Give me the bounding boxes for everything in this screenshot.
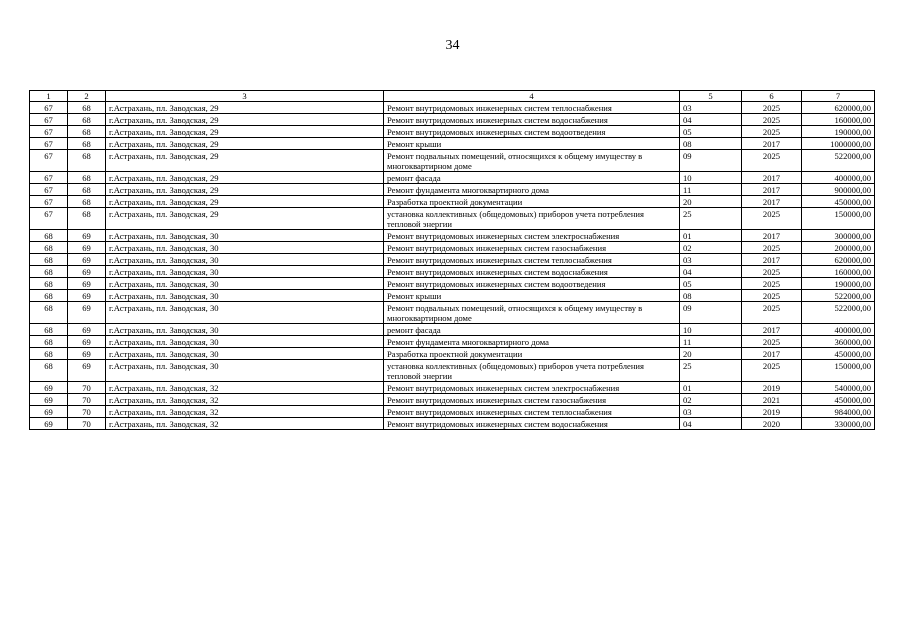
table-row [30, 114, 875, 126]
row-number-cell: 68 [30, 336, 68, 348]
row-number-cell: 68 [30, 324, 68, 336]
table-row [30, 302, 875, 324]
repair-schedule-table [29, 90, 875, 430]
address-cell: г.Астрахань, пл. Заводская, 29 [106, 196, 384, 208]
row-number-cell: 67 [30, 172, 68, 184]
amount-cell: 160000,00 [802, 266, 875, 278]
amount-cell: 150000,00 [802, 360, 875, 382]
year-cell: 2019 [742, 382, 802, 394]
year-cell: 2025 [742, 278, 802, 290]
table-row [30, 126, 875, 138]
column-header: 7 [802, 91, 875, 102]
column-header: 6 [742, 91, 802, 102]
address-cell: г.Астрахань, пл. Заводская, 29 [106, 114, 384, 126]
table-row [30, 418, 875, 430]
work-type-cell: Ремонт внутридомовых инженерных систем теплоснабжения [384, 406, 680, 418]
house-number-cell: 68 [68, 126, 106, 138]
work-type-cell: установка коллективных (общедомовых) приборов учета потребления тепловой энергии [384, 360, 680, 382]
address-cell: г.Астрахань, пл. Заводская, 30 [106, 360, 384, 382]
year-cell: 2025 [742, 336, 802, 348]
year-cell: 2017 [742, 348, 802, 360]
column-header: 3 [106, 91, 384, 102]
year-cell: 2025 [742, 208, 802, 230]
house-number-cell: 69 [68, 278, 106, 290]
work-type-cell: ремонт фасада [384, 172, 680, 184]
table-row [30, 360, 875, 382]
house-number-cell: 69 [68, 266, 106, 278]
row-number-cell: 68 [30, 302, 68, 324]
work-code-cell: 08 [680, 290, 742, 302]
address-cell: г.Астрахань, пл. Заводская, 30 [106, 302, 384, 324]
work-code-cell: 02 [680, 394, 742, 406]
amount-cell: 1000000,00 [802, 138, 875, 150]
year-cell: 2019 [742, 406, 802, 418]
house-number-cell: 69 [68, 336, 106, 348]
address-cell: г.Астрахань, пл. Заводская, 30 [106, 242, 384, 254]
address-cell: г.Астрахань, пл. Заводская, 30 [106, 254, 384, 266]
amount-cell: 330000,00 [802, 418, 875, 430]
work-type-cell: Ремонт внутридомовых инженерных систем электроснабжения [384, 382, 680, 394]
table-row [30, 348, 875, 360]
house-number-cell: 68 [68, 208, 106, 230]
address-cell: г.Астрахань, пл. Заводская, 29 [106, 126, 384, 138]
table-row [30, 324, 875, 336]
amount-cell: 900000,00 [802, 184, 875, 196]
address-cell: г.Астрахань, пл. Заводская, 29 [106, 102, 384, 114]
row-number-cell: 67 [30, 138, 68, 150]
year-cell: 2025 [742, 150, 802, 172]
year-cell: 2017 [742, 230, 802, 242]
amount-cell: 522000,00 [802, 150, 875, 172]
work-code-cell: 25 [680, 360, 742, 382]
house-number-cell: 68 [68, 196, 106, 208]
house-number-cell: 69 [68, 254, 106, 266]
address-cell: г.Астрахань, пл. Заводская, 29 [106, 208, 384, 230]
column-header: 1 [30, 91, 68, 102]
year-cell: 2025 [742, 114, 802, 126]
house-number-cell: 68 [68, 184, 106, 196]
row-number-cell: 69 [30, 418, 68, 430]
row-number-cell: 68 [30, 360, 68, 382]
amount-cell: 450000,00 [802, 394, 875, 406]
work-code-cell: 01 [680, 382, 742, 394]
work-type-cell: установка коллективных (общедомовых) приборов учета потребления тепловой энергии [384, 208, 680, 230]
amount-cell: 300000,00 [802, 230, 875, 242]
address-cell: г.Астрахань, пл. Заводская, 32 [106, 382, 384, 394]
address-cell: г.Астрахань, пл. Заводская, 29 [106, 172, 384, 184]
address-cell: г.Астрахань, пл. Заводская, 29 [106, 184, 384, 196]
house-number-cell: 70 [68, 406, 106, 418]
address-cell: г.Астрахань, пл. Заводская, 30 [106, 266, 384, 278]
year-cell: 2025 [742, 266, 802, 278]
work-type-cell: Ремонт внутридомовых инженерных систем водоснабжения [384, 418, 680, 430]
work-type-cell: Ремонт фундамента многоквартирного дома [384, 184, 680, 196]
work-code-cell: 03 [680, 254, 742, 266]
amount-cell: 522000,00 [802, 302, 875, 324]
table-row [30, 254, 875, 266]
row-number-cell: 68 [30, 230, 68, 242]
work-code-cell: 11 [680, 184, 742, 196]
work-type-cell: Ремонт крыши [384, 138, 680, 150]
address-cell: г.Астрахань, пл. Заводская, 32 [106, 406, 384, 418]
amount-cell: 160000,00 [802, 114, 875, 126]
amount-cell: 400000,00 [802, 172, 875, 184]
year-cell: 2017 [742, 138, 802, 150]
year-cell: 2017 [742, 172, 802, 184]
work-type-cell: Ремонт внутридомовых инженерных систем газоснабжения [384, 394, 680, 406]
row-number-cell: 67 [30, 184, 68, 196]
house-number-cell: 68 [68, 150, 106, 172]
house-number-cell: 68 [68, 102, 106, 114]
row-number-cell: 67 [30, 196, 68, 208]
house-number-cell: 69 [68, 230, 106, 242]
work-code-cell: 04 [680, 418, 742, 430]
row-number-cell: 68 [30, 348, 68, 360]
work-code-cell: 03 [680, 406, 742, 418]
work-type-cell: Ремонт внутридомовых инженерных систем газоснабжения [384, 242, 680, 254]
row-number-cell: 68 [30, 290, 68, 302]
work-code-cell: 20 [680, 348, 742, 360]
work-type-cell: Разработка проектной документации [384, 196, 680, 208]
amount-cell: 190000,00 [802, 126, 875, 138]
table-row [30, 336, 875, 348]
row-number-cell: 68 [30, 254, 68, 266]
row-number-cell: 67 [30, 126, 68, 138]
work-code-cell: 01 [680, 230, 742, 242]
house-number-cell: 69 [68, 242, 106, 254]
house-number-cell: 68 [68, 114, 106, 126]
amount-cell: 450000,00 [802, 196, 875, 208]
amount-cell: 620000,00 [802, 254, 875, 266]
address-cell: г.Астрахань, пл. Заводская, 30 [106, 348, 384, 360]
table-row [30, 242, 875, 254]
row-number-cell: 67 [30, 102, 68, 114]
amount-cell: 360000,00 [802, 336, 875, 348]
work-type-cell: ремонт фасада [384, 324, 680, 336]
row-number-cell: 69 [30, 394, 68, 406]
column-header: 2 [68, 91, 106, 102]
year-cell: 2021 [742, 394, 802, 406]
house-number-cell: 69 [68, 290, 106, 302]
work-code-cell: 02 [680, 242, 742, 254]
work-type-cell: Ремонт фундамента многоквартирного дома [384, 336, 680, 348]
work-type-cell: Ремонт крыши [384, 290, 680, 302]
work-type-cell: Разработка проектной документации [384, 348, 680, 360]
amount-cell: 400000,00 [802, 324, 875, 336]
work-code-cell: 09 [680, 150, 742, 172]
work-type-cell: Ремонт внутридомовых инженерных систем водоотведения [384, 278, 680, 290]
column-header: 5 [680, 91, 742, 102]
year-cell: 2017 [742, 196, 802, 208]
row-number-cell: 69 [30, 406, 68, 418]
amount-cell: 150000,00 [802, 208, 875, 230]
house-number-cell: 68 [68, 138, 106, 150]
address-cell: г.Астрахань, пл. Заводская, 30 [106, 336, 384, 348]
work-code-cell: 04 [680, 114, 742, 126]
row-number-cell: 68 [30, 242, 68, 254]
work-type-cell: Ремонт подвальных помещений, относящихся к общему имуществу в многоквартирном доме [384, 150, 680, 172]
work-code-cell: 03 [680, 102, 742, 114]
table-row [30, 138, 875, 150]
year-cell: 2020 [742, 418, 802, 430]
house-number-cell: 69 [68, 302, 106, 324]
work-code-cell: 08 [680, 138, 742, 150]
year-cell: 2025 [742, 242, 802, 254]
work-code-cell: 11 [680, 336, 742, 348]
house-number-cell: 70 [68, 418, 106, 430]
year-cell: 2025 [742, 126, 802, 138]
table-row [30, 196, 875, 208]
year-cell: 2025 [742, 290, 802, 302]
amount-cell: 190000,00 [802, 278, 875, 290]
house-number-cell: 69 [68, 360, 106, 382]
house-number-cell: 68 [68, 172, 106, 184]
work-code-cell: 09 [680, 302, 742, 324]
work-code-cell: 05 [680, 126, 742, 138]
table-row [30, 150, 875, 172]
work-code-cell: 05 [680, 278, 742, 290]
address-cell: г.Астрахань, пл. Заводская, 32 [106, 418, 384, 430]
work-type-cell: Ремонт внутридомовых инженерных систем теплоснабжения [384, 102, 680, 114]
column-header: 4 [384, 91, 680, 102]
table-row [30, 406, 875, 418]
work-code-cell: 10 [680, 324, 742, 336]
house-number-cell: 70 [68, 382, 106, 394]
row-number-cell: 69 [30, 382, 68, 394]
year-cell: 2017 [742, 324, 802, 336]
work-type-cell: Ремонт внутридомовых инженерных систем теплоснабжения [384, 254, 680, 266]
amount-cell: 522000,00 [802, 290, 875, 302]
address-cell: г.Астрахань, пл. Заводская, 30 [106, 230, 384, 242]
page-number: 34 [445, 38, 460, 53]
row-number-cell: 68 [30, 266, 68, 278]
amount-cell: 200000,00 [802, 242, 875, 254]
header-row [30, 91, 875, 102]
amount-cell: 620000,00 [802, 102, 875, 114]
work-type-cell: Ремонт внутридомовых инженерных систем электроснабжения [384, 230, 680, 242]
address-cell: г.Астрахань, пл. Заводская, 29 [106, 138, 384, 150]
table-row [30, 266, 875, 278]
row-number-cell: 67 [30, 208, 68, 230]
amount-cell: 540000,00 [802, 382, 875, 394]
work-code-cell: 10 [680, 172, 742, 184]
house-number-cell: 70 [68, 394, 106, 406]
table-row [30, 394, 875, 406]
address-cell: г.Астрахань, пл. Заводская, 30 [106, 290, 384, 302]
work-type-cell: Ремонт подвальных помещений, относящихся к общему имуществу в многоквартирном доме [384, 302, 680, 324]
table-row [30, 290, 875, 302]
table-row [30, 172, 875, 184]
address-cell: г.Астрахань, пл. Заводская, 29 [106, 150, 384, 172]
table-row [30, 230, 875, 242]
work-type-cell: Ремонт внутридомовых инженерных систем водоотведения [384, 126, 680, 138]
amount-cell: 450000,00 [802, 348, 875, 360]
work-code-cell: 04 [680, 266, 742, 278]
table-row [30, 208, 875, 230]
row-number-cell: 67 [30, 150, 68, 172]
work-type-cell: Ремонт внутридомовых инженерных систем водоснабжения [384, 114, 680, 126]
amount-cell: 984000,00 [802, 406, 875, 418]
address-cell: г.Астрахань, пл. Заводская, 30 [106, 324, 384, 336]
table-row [30, 184, 875, 196]
year-cell: 2017 [742, 254, 802, 266]
work-code-cell: 20 [680, 196, 742, 208]
row-number-cell: 68 [30, 278, 68, 290]
year-cell: 2025 [742, 102, 802, 114]
address-cell: г.Астрахань, пл. Заводская, 32 [106, 394, 384, 406]
table-row [30, 382, 875, 394]
year-cell: 2017 [742, 184, 802, 196]
row-number-cell: 67 [30, 114, 68, 126]
house-number-cell: 69 [68, 348, 106, 360]
work-type-cell: Ремонт внутридомовых инженерных систем водоснабжения [384, 266, 680, 278]
table-row [30, 102, 875, 114]
year-cell: 2025 [742, 360, 802, 382]
house-number-cell: 69 [68, 324, 106, 336]
address-cell: г.Астрахань, пл. Заводская, 30 [106, 278, 384, 290]
work-code-cell: 25 [680, 208, 742, 230]
table-row [30, 278, 875, 290]
year-cell: 2025 [742, 302, 802, 324]
